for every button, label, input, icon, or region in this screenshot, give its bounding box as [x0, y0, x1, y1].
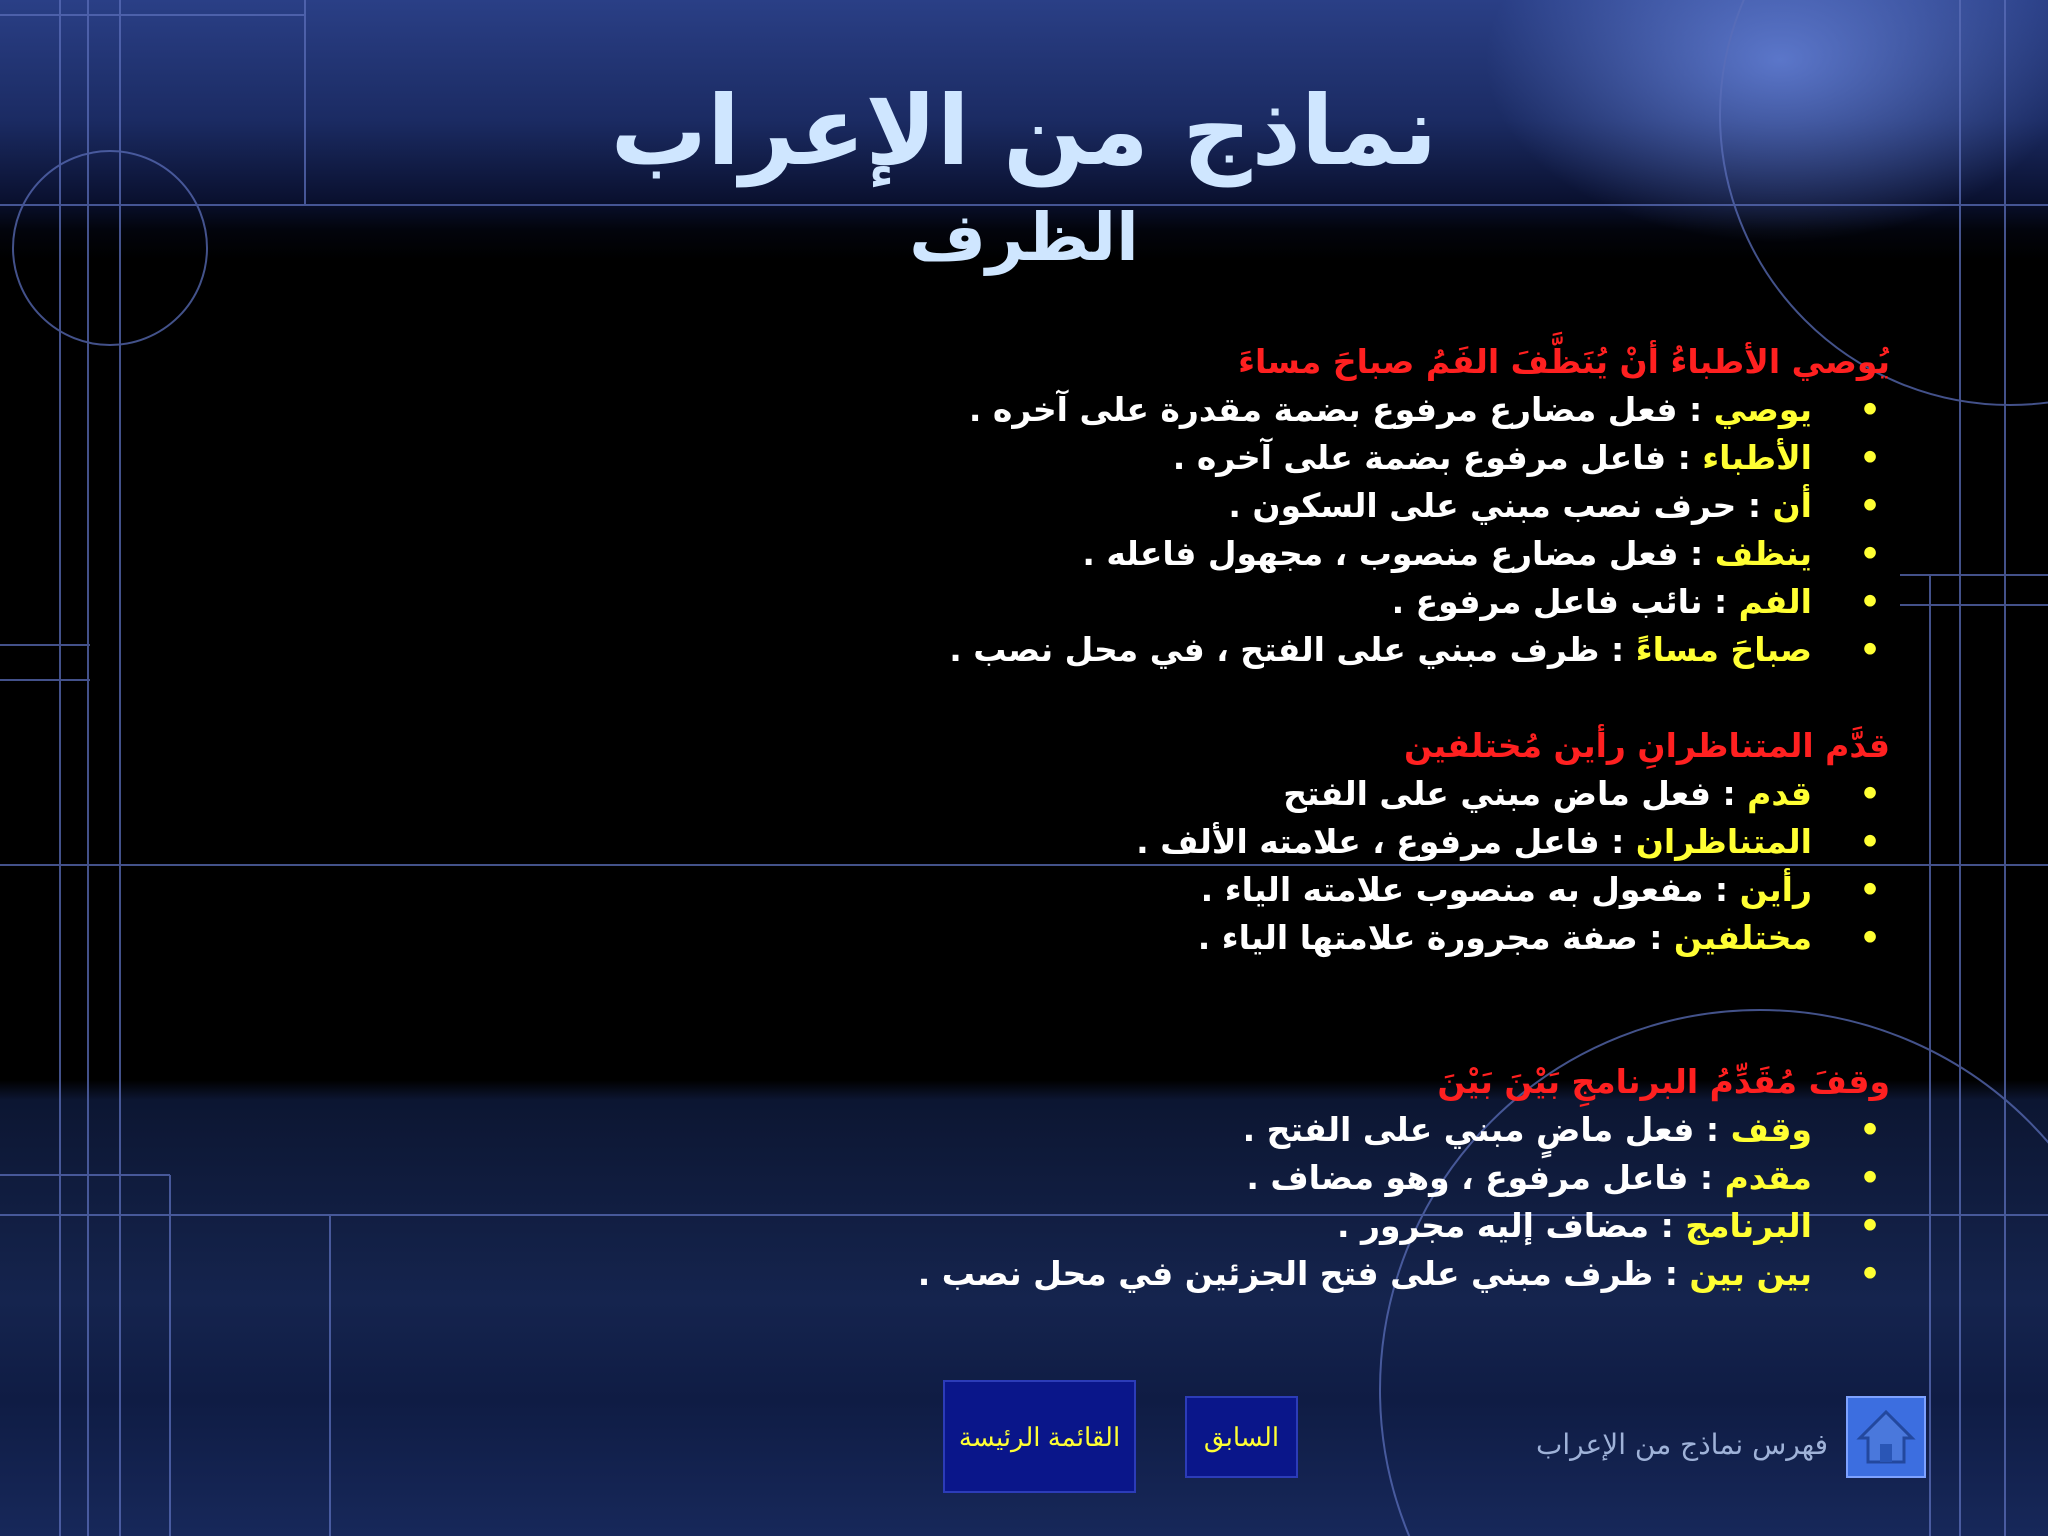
- term: الفم: [1738, 582, 1812, 621]
- example-sentence-2: قدَّم المتناظرانِ رأين مُختلفين: [1403, 726, 1890, 765]
- main-menu-button[interactable]: القائمة الرئيسة: [943, 1380, 1136, 1493]
- list-item: [600, 866, 1890, 914]
- term-analysis: : ظرف مبني على الفتح ، في محل نصب .: [949, 630, 1636, 669]
- list-item: [600, 1106, 1890, 1154]
- term-analysis: : فاعل مرفوع ، علامته الألف .: [1136, 822, 1636, 861]
- term-analysis: : حرف نصب مبني على السكون .: [1228, 486, 1773, 525]
- bullet: •: [1859, 1158, 1881, 1197]
- term-analysis: : فعل ماض مبني على الفتح: [1283, 774, 1748, 813]
- bullet: •: [1859, 918, 1881, 957]
- list-item: [600, 434, 1890, 482]
- term: الأطباء: [1702, 438, 1812, 477]
- home-button[interactable]: [1846, 1396, 1926, 1478]
- page-title: نماذج من الإعراب: [610, 75, 1438, 187]
- bullet: •: [1859, 1110, 1881, 1149]
- list-item: [600, 482, 1890, 530]
- previous-button[interactable]: السابق: [1185, 1396, 1298, 1478]
- term: وقف: [1730, 1110, 1812, 1149]
- list-item: [600, 1154, 1890, 1202]
- term: ينظف: [1714, 534, 1812, 573]
- term: قدم: [1747, 774, 1812, 813]
- list-item: [600, 770, 1890, 818]
- term: أن: [1772, 486, 1812, 525]
- term: المتناظران: [1635, 822, 1812, 861]
- bullet: •: [1859, 630, 1881, 669]
- term: البرنامج: [1685, 1206, 1812, 1245]
- term: صباحَ مساءً: [1635, 630, 1812, 669]
- term: بين بين: [1689, 1254, 1812, 1293]
- list-item: [600, 1250, 1890, 1298]
- list-item: [600, 1202, 1890, 1250]
- bullet: •: [1859, 486, 1881, 525]
- term: مختلفين: [1673, 918, 1812, 957]
- term-analysis: : فعل مضارع منصوب ، مجهول فاعله .: [1082, 534, 1715, 573]
- home-icon: [1848, 1398, 1924, 1476]
- bullet: •: [1859, 582, 1881, 621]
- term-analysis: : مضاف إليه مجرور .: [1337, 1206, 1686, 1245]
- list-item: [600, 914, 1890, 962]
- term-analysis: : فاعل مرفوع بضمة على آخره .: [1172, 438, 1703, 477]
- bullet: •: [1859, 870, 1881, 909]
- bullet: •: [1859, 534, 1881, 573]
- bullet: •: [1859, 1254, 1881, 1293]
- spacer: [600, 674, 1890, 722]
- term-analysis: : نائب فاعل مرفوع .: [1391, 582, 1739, 621]
- term-analysis: : فاعل مرفوع ، وهو مضاف .: [1246, 1158, 1725, 1197]
- content-list: [600, 338, 1890, 1298]
- example-sentence-3: وقفَ مُقَدِّمُ البرنامجِ بَيْنَ بَيْنَ: [1437, 1062, 1890, 1101]
- term-analysis: : ظرف مبني على فتح الجزئين في محل نصب .: [917, 1254, 1690, 1293]
- bullet: •: [1859, 774, 1881, 813]
- list-item: [600, 530, 1890, 578]
- example-sentence-1: يُوصي الأطباءُ أنْ يُنَظَّفَ الفَمُ صباحَ مساءَ: [1238, 342, 1890, 381]
- bullet: •: [1859, 390, 1881, 429]
- term: رأين: [1739, 870, 1812, 909]
- term-analysis: : فعل مضارع مرفوع بضمة مقدرة على آخره .: [968, 390, 1714, 429]
- term: يوصي: [1713, 390, 1812, 429]
- list-item: [600, 818, 1890, 866]
- term: مقدم: [1724, 1158, 1812, 1197]
- term-analysis: : صفة مجرورة علامتها الياء .: [1197, 918, 1674, 957]
- list-item: [600, 626, 1890, 674]
- bullet: •: [1859, 438, 1881, 477]
- page-subtitle: الظرف: [909, 199, 1139, 276]
- list-item: [600, 578, 1890, 626]
- index-link[interactable]: فهرس نماذج من الإعراب: [1535, 1428, 1828, 1461]
- term-analysis: : مفعول به منصوب علامته الياء .: [1200, 870, 1740, 909]
- spacer: [600, 962, 1890, 1058]
- list-item: [600, 386, 1890, 434]
- bullet: •: [1859, 1206, 1881, 1245]
- term-analysis: : فعل ماضٍ مبني على الفتح .: [1242, 1110, 1731, 1149]
- bullet: •: [1859, 822, 1881, 861]
